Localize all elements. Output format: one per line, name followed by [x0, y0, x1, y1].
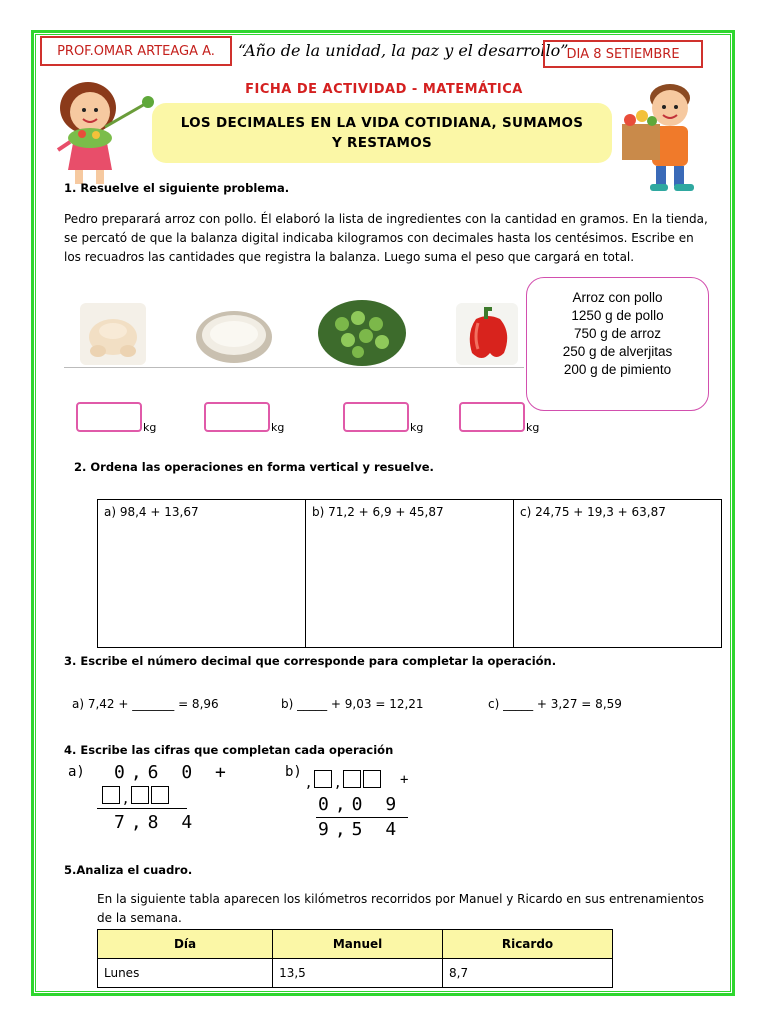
- unit-kg: kg: [526, 421, 540, 434]
- q4-a-sum-line: [97, 808, 187, 809]
- unit-kg: kg: [410, 421, 424, 434]
- decimal-comma: ,: [335, 772, 341, 791]
- digit-box[interactable]: [102, 786, 120, 804]
- km-cell-ricardo: 8,7: [443, 959, 613, 988]
- decimal-comma: ,: [123, 788, 129, 807]
- banner-line-2: Y RESTAMOS: [331, 135, 433, 151]
- topic-banner: [152, 103, 612, 163]
- rice-image: [195, 310, 273, 364]
- km-header-manuel: Manuel: [273, 930, 443, 959]
- q4-b-label: b): [285, 764, 302, 780]
- q4-b-answer-boxes: [305, 770, 381, 791]
- op-c: c) 24,75 + 19,3 + 63,87: [520, 505, 666, 519]
- digit-box[interactable]: [131, 786, 149, 804]
- peas-image: [318, 300, 406, 366]
- q3-heading: 3. Escribe el número decimal que corresponde para completar la operación.: [64, 654, 557, 668]
- q1-heading: 1. Resuelve el siguiente problema.: [64, 181, 290, 195]
- unit-kg: kg: [143, 421, 157, 434]
- q4-a-top-number: 0,6 0 +: [114, 762, 232, 783]
- km-header-ricardo: Ricardo: [443, 930, 613, 959]
- q3-item-a: a) 7,42 + _______ = 8,96: [72, 697, 219, 711]
- pepper-image: [456, 303, 518, 365]
- q3-item-b: b) _____ + 9,03 = 12,21: [281, 697, 424, 711]
- banner-line-1: LOS DECIMALES EN LA VIDA COTIDIANA, SUMAMOS: [180, 115, 584, 131]
- table-row: [98, 959, 613, 988]
- digit-box[interactable]: [314, 770, 332, 788]
- digit-box[interactable]: [343, 770, 361, 788]
- km-table: [97, 929, 613, 988]
- boy-illustration: [612, 74, 722, 198]
- q2-heading: 2. Ordena las operaciones en forma vertical y resuelve.: [74, 460, 434, 474]
- worksheet-title: FICHA DE ACTIVIDAD - MATEMÁTICA: [245, 82, 523, 97]
- decimal-comma: ,: [306, 772, 312, 791]
- digit-box[interactable]: [363, 770, 381, 788]
- q4-b-plus: +: [400, 772, 415, 788]
- q3-item-c: c) _____ + 3,27 = 8,59: [488, 697, 622, 711]
- date-text: DIA 8 SETIEMBRE: [566, 46, 680, 62]
- op-b-cell[interactable]: [306, 500, 514, 648]
- chicken-kg-box[interactable]: [76, 402, 142, 432]
- q4-a-label: a): [68, 764, 85, 780]
- q4-b-sum-line: [316, 817, 408, 818]
- year-motto: “Año de la unidad, la paz y el desarrollo”: [238, 41, 569, 60]
- q4-a-answer-boxes: [102, 786, 169, 807]
- pepper-kg-box[interactable]: [459, 402, 525, 432]
- op-b: b) 71,2 + 6,9 + 45,87: [312, 505, 444, 519]
- recipe-item: 250 g de alverjitas: [562, 344, 673, 359]
- date-box: [543, 40, 703, 68]
- q1-problem-text: Pedro preparará arroz con pollo. Él elaboró la lista de ingredientes con la cantidad en gramos. En la tienda, se percató de que la balanza digital indicaba kilogramos con decimales hasta los centésimos. Escribe en los recuadros las cantidades que registra la balanza. Luego suma el peso que cargará en total.: [64, 212, 708, 264]
- q4-a-result: 7,8 4: [114, 812, 199, 833]
- unit-kg: kg: [271, 421, 285, 434]
- q5-heading: 5.Analiza el cuadro.: [64, 863, 193, 877]
- peas-kg-box[interactable]: [343, 402, 409, 432]
- km-cell-manuel: 13,5: [273, 959, 443, 988]
- op-a-cell[interactable]: [98, 500, 306, 648]
- recipe-item: 1250 g de pollo: [571, 308, 664, 323]
- km-cell-day: Lunes: [98, 959, 273, 988]
- operations-table: [97, 499, 722, 648]
- km-header-day: Día: [98, 930, 273, 959]
- op-a: a) 98,4 + 13,67: [104, 505, 199, 519]
- recipe-title: Arroz con pollo: [572, 290, 663, 305]
- q4-heading: 4. Escribe las cifras que completan cada operación: [64, 743, 394, 757]
- q4-b-second-number: 0,0 9: [318, 794, 403, 815]
- girl-illustration: [50, 72, 160, 192]
- q4-b-result: 9,5 4: [318, 819, 403, 840]
- teacher-name: PROF.OMAR ARTEAGA A.: [57, 43, 215, 59]
- rice-kg-box[interactable]: [204, 402, 270, 432]
- recipe-item: 200 g de pimiento: [563, 362, 672, 377]
- shelf-line: [64, 367, 524, 368]
- op-c-cell[interactable]: [514, 500, 722, 648]
- digit-box[interactable]: [151, 786, 169, 804]
- recipe-item: 750 g de arroz: [573, 326, 662, 341]
- teacher-name-box: [40, 36, 232, 66]
- recipe-box: [526, 277, 709, 411]
- chicken-image: [80, 303, 146, 365]
- q5-text: En la siguiente tabla aparecen los kilómetros recorridos por Manuel y Ricardo en sus entrenamientos de la semana.: [97, 892, 704, 925]
